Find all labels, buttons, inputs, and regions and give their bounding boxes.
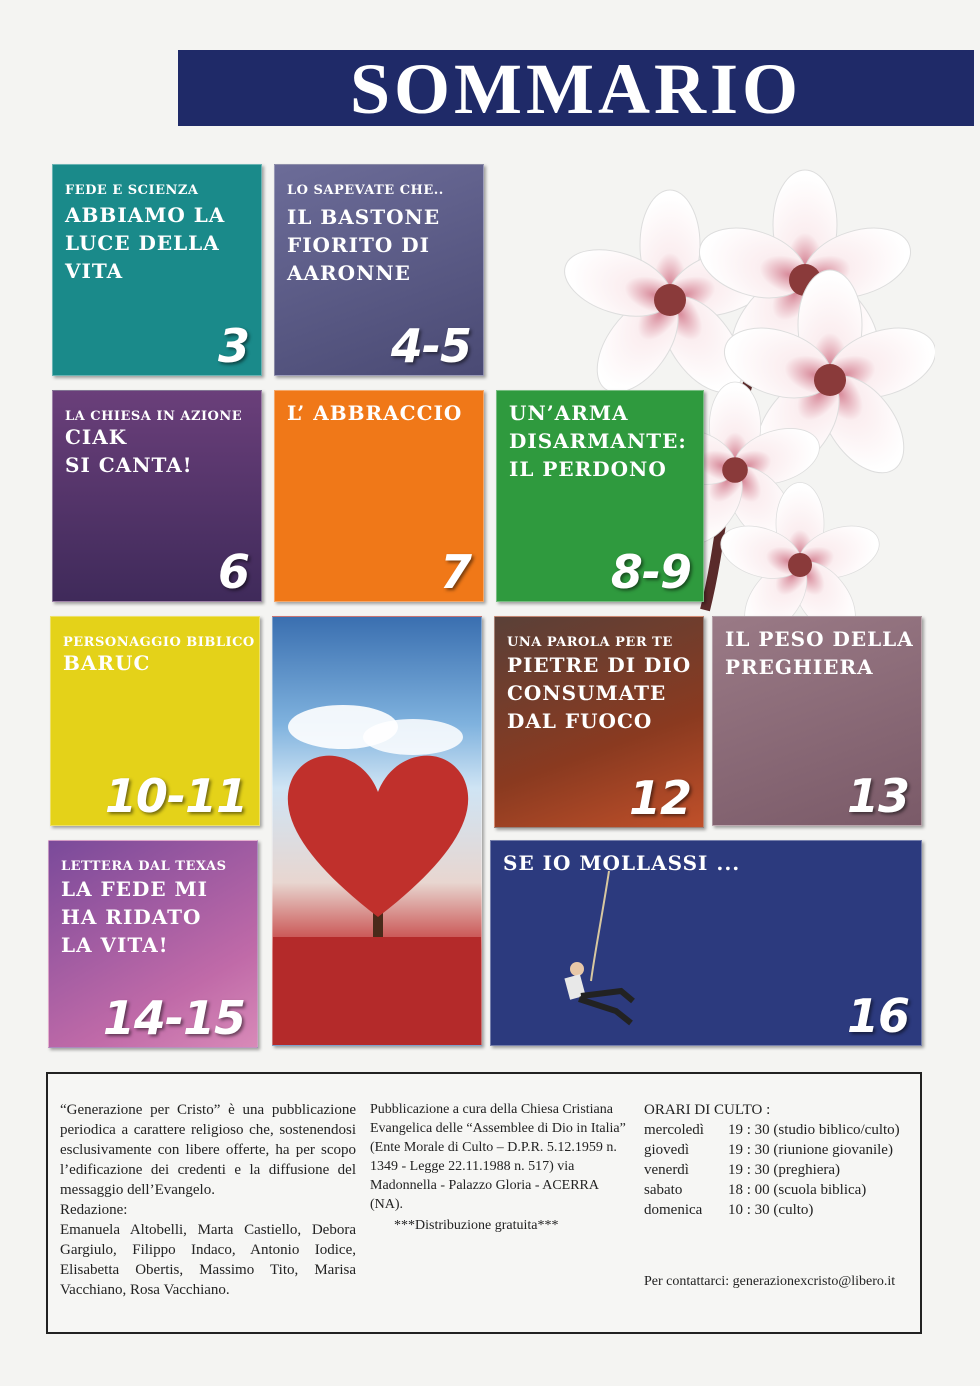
tile-section: LO SAPEVATE CHE.. — [287, 183, 444, 198]
publisher-text: Pubblicazione a cura della Chiesa Cristiana Evangelica delle “Assemblee di Dio in Italia” (Ente Morale di Culto – D.P.R. 5.12.1959 n. 1349 - Legge 22.11.1988 n. 517) via Madonnella - Palazzo Gloria - ACERRA (NA). — [370, 1102, 626, 1212]
tile-headline: LA FEDE MI HA RIDATO LA VITA! — [61, 877, 209, 957]
orari-time: 10 : 30 (culto) — [728, 1202, 814, 1218]
tile-headline: IL PESO DELLA PREGHIERA — [725, 627, 914, 679]
tile-page-number: 4-5 — [390, 319, 471, 373]
title-banner — [178, 49, 974, 129]
tile-section: FEDE E SCIENZA — [65, 183, 199, 198]
orari-time: 19 : 30 (preghiera) — [728, 1162, 841, 1178]
tile-page-number: 16 — [846, 989, 909, 1043]
article-tile-una-parola-per-te[interactable] — [494, 616, 704, 828]
tile-headline: CIAK SI CANTA! — [65, 425, 193, 477]
article-tile-peso-della-preghiera[interactable] — [712, 616, 922, 826]
article-tile-perdono[interactable] — [496, 390, 704, 602]
redazione-names: Emanuela Altobelli, Marta Castiello, Debora Gargiulo, Filippo Indaco, Antonio Iodice, Elisabetta Obertis, Massimo Tito, Marisa Vacchiano, Rosa Vacchiano. — [60, 1222, 356, 1298]
tile-section: LETTERA DAL TEXAS — [61, 859, 227, 874]
orari-day: venerdì — [644, 1162, 689, 1178]
tile-page-number: 12 — [628, 771, 691, 825]
tile-headline: SE IO MOLLASSI ... — [503, 851, 741, 875]
tile-page-number: 13 — [846, 769, 909, 823]
orari-day: sabato — [644, 1182, 683, 1198]
orari-time: 18 : 00 (scuola biblica) — [728, 1182, 867, 1198]
orari-day: giovedì — [644, 1142, 689, 1158]
tile-page-number: 3 — [217, 319, 249, 373]
colophon-box — [46, 1072, 922, 1334]
about-text: “Generazione per Cristo” è una pubblicazione periodica a carattere religioso che, sostenendosi esclusivamente con libere offerte, ha per scopo l’edificazione dei credenti e la diffusione del messaggio dell’Evangelo. — [60, 1102, 356, 1198]
article-tile-lo-sapevate-che[interactable] — [274, 164, 484, 376]
tile-headline: IL BASTONE FIORITO DI AARONNE — [287, 205, 441, 285]
distribution-note: ***Distribuzione gratuita*** — [394, 1218, 559, 1233]
article-tile-fede-e-scienza[interactable] — [52, 164, 262, 376]
tile-section: LA CHIESA IN AZIONE — [65, 409, 243, 424]
tile-headline: L’ ABBRACCIO — [287, 401, 463, 425]
orari-di-culto — [644, 1100, 914, 1230]
article-tile-la-chiesa-in-azione[interactable] — [52, 390, 262, 602]
orari-day: domenica — [644, 1202, 703, 1218]
article-tile-personaggio-biblico[interactable] — [50, 616, 260, 826]
tile-headline: BARUC — [63, 651, 151, 675]
page-title: SOMMARIO — [350, 49, 802, 129]
article-tile-lettera-dal-texas[interactable] — [48, 840, 258, 1048]
heart-tree-image — [272, 616, 482, 1046]
orari-day: mercoledì — [644, 1122, 704, 1138]
tile-section: PERSONAGGIO BIBLICO — [63, 635, 255, 650]
redazione-label: Redazione: — [60, 1202, 128, 1218]
tile-page-number: 8-9 — [610, 545, 691, 599]
orari-time: 19 : 30 (riunione giovanile) — [728, 1142, 893, 1158]
contact-email[interactable]: Per contattarci: generazionexcristo@libero.it — [644, 1274, 896, 1289]
article-tile-abbraccio[interactable] — [274, 390, 484, 602]
article-tile-se-io-mollassi[interactable] — [490, 840, 922, 1046]
tile-headline: UN’ARMA DISARMANTE: IL PERDONO — [509, 401, 687, 481]
tile-page-number: 7 — [439, 545, 471, 599]
tile-headline: ABBIAMO LA LUCE DELLA VITA — [65, 203, 226, 283]
tile-section: UNA PAROLA PER TE — [507, 635, 673, 650]
tile-page-number: 6 — [217, 545, 249, 599]
tile-page-number: 10-11 — [104, 769, 247, 823]
tile-headline: PIETRE DI DIO CONSUMATE DAL FUOCO — [507, 653, 692, 733]
orari-title: ORARI DI CULTO : — [644, 1102, 771, 1118]
tile-page-number: 14-15 — [102, 991, 245, 1045]
orari-time: 19 : 30 (studio biblico/culto) — [728, 1122, 900, 1138]
